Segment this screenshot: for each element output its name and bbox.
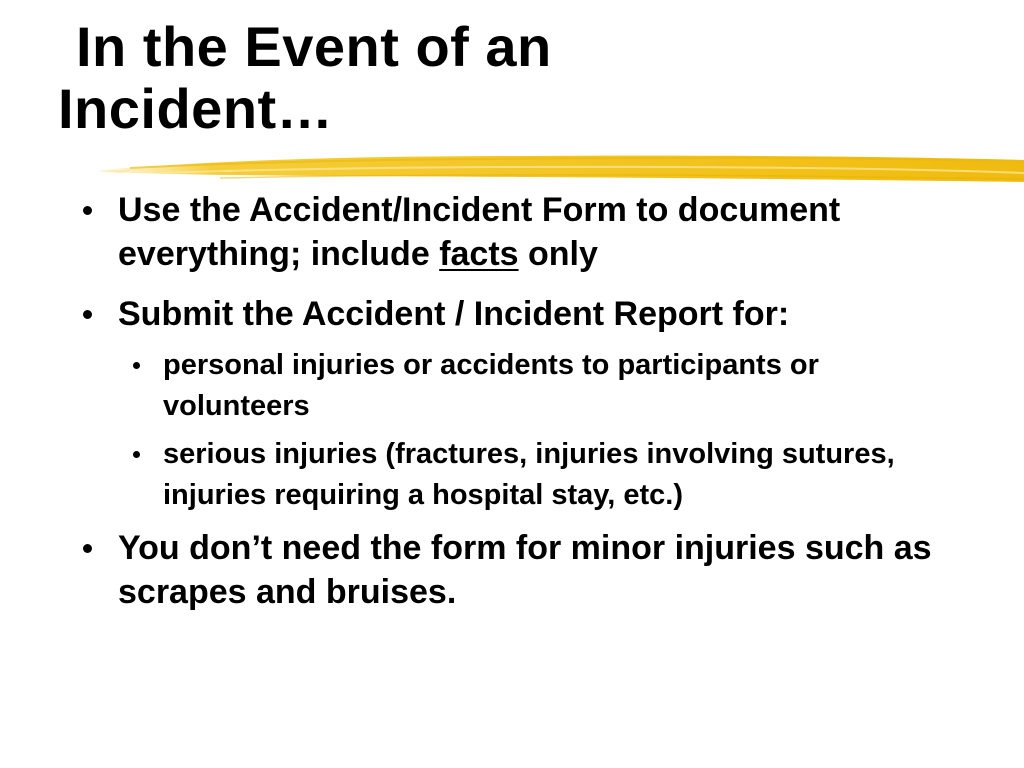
slide-title-line-2: Incident… bbox=[58, 77, 334, 140]
sub-bullet-text: serious injuries (fractures, injuries involving sutures, injuries requiring a hospital stay, etc.) bbox=[163, 438, 895, 511]
bullet-text-after: only bbox=[518, 235, 598, 273]
bullet-text: You don’t need the form for minor injuries such as scrapes and bruises. bbox=[118, 529, 932, 611]
bullet-text-before: Use the Accident/Incident Form to document everything; include bbox=[118, 191, 841, 273]
sub-bullet-item-personal-injuries bbox=[163, 345, 963, 427]
highlighter-stroke-decoration bbox=[100, 146, 1024, 190]
bullet-text: Submit the Accident / Incident Report for: bbox=[118, 295, 790, 333]
sub-bullet-item-serious-injuries bbox=[163, 434, 963, 516]
sub-bullet-text: personal injuries or accidents to participants or volunteers bbox=[163, 349, 819, 422]
slide-title-line-1: In the Event of an bbox=[76, 15, 552, 78]
bullet-item-use-form bbox=[118, 188, 958, 276]
bullet-dot-icon bbox=[83, 310, 92, 319]
sub-bullet-dot-icon bbox=[133, 451, 140, 458]
sub-bullet-dot-icon bbox=[133, 362, 140, 369]
bullet-item-submit-report bbox=[118, 292, 958, 336]
bullet-dot-icon bbox=[83, 206, 92, 215]
slide-title bbox=[58, 16, 958, 140]
bullet-dot-icon bbox=[83, 544, 92, 553]
bullet-item-minor-injuries bbox=[118, 526, 958, 614]
bullet-text-emphasis: facts bbox=[439, 235, 519, 273]
